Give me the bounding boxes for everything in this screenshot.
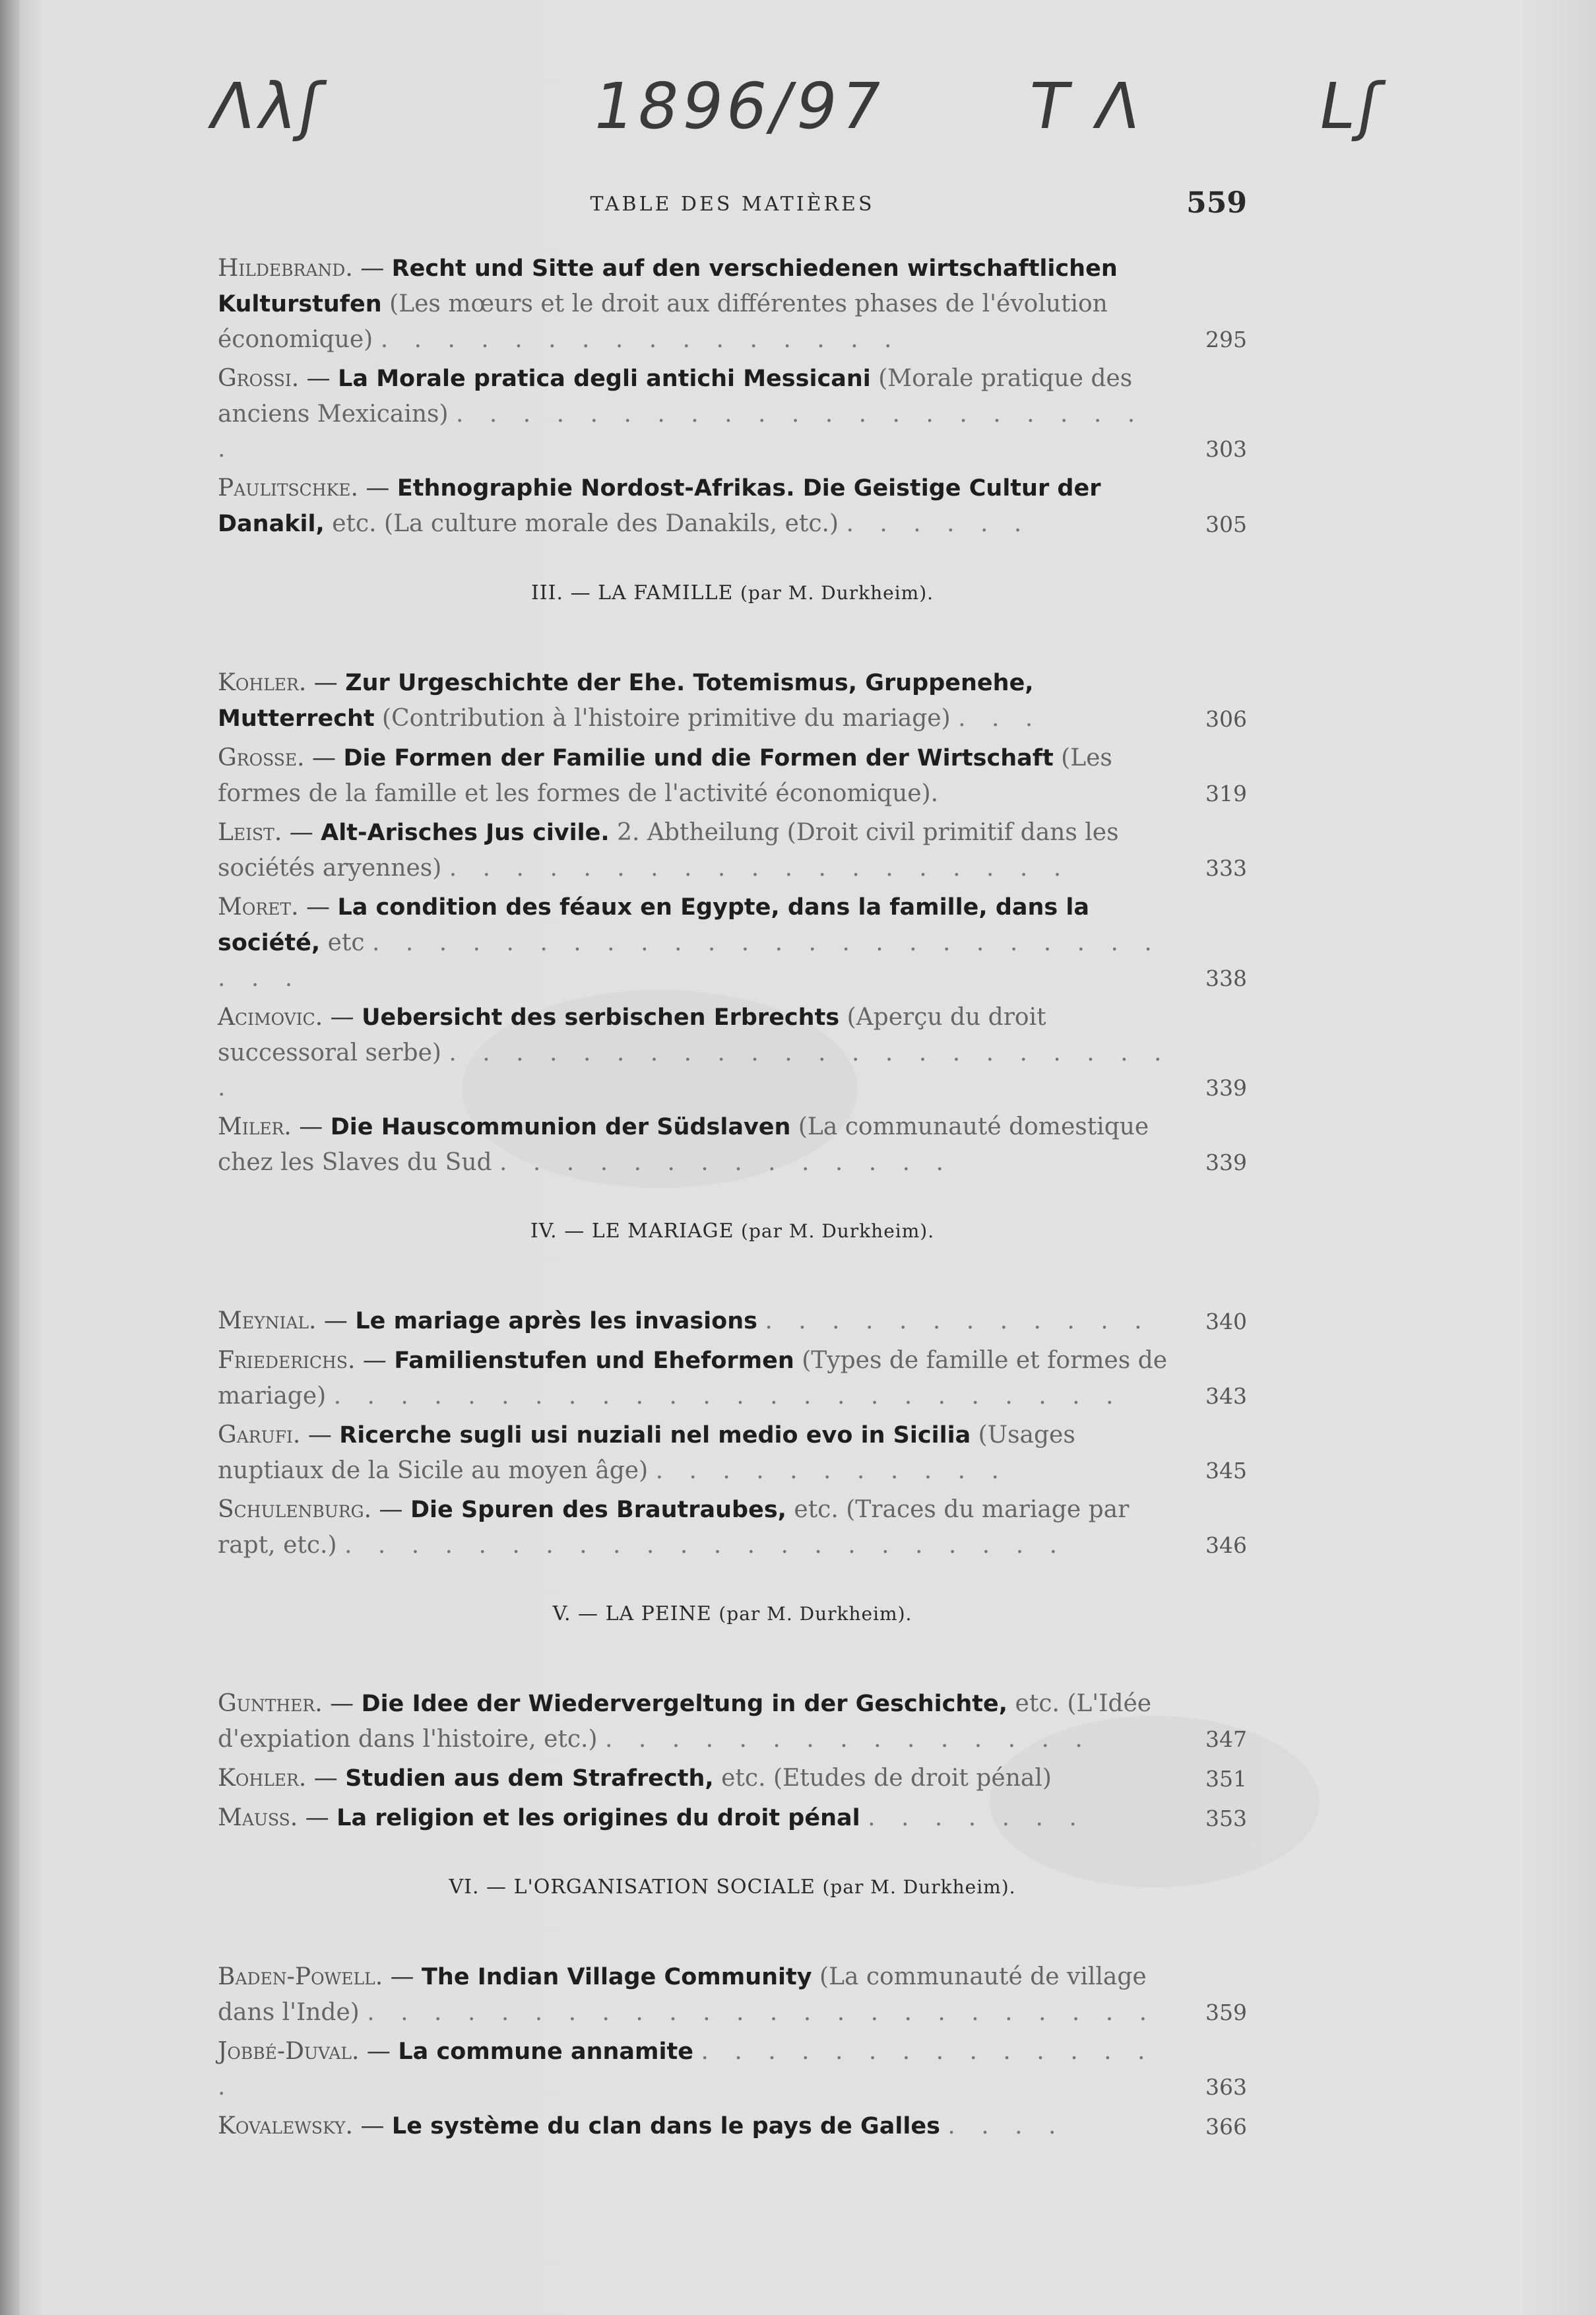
entry-leader-dots: . . . . . . (846, 510, 1031, 537)
entry-dash: — (355, 1347, 395, 1374)
toc-entry (218, 1959, 1247, 2030)
handwritten-mark: 1896/97 (587, 69, 891, 143)
entry-author: Jobbé-Duval. (218, 2038, 360, 2065)
entry-author: Mauss. (218, 1804, 298, 1831)
page-number: 559 (1186, 186, 1247, 220)
entry-dash: — (298, 894, 338, 921)
entry-dash: — (353, 2112, 392, 2139)
entry-work-title: Die Formen der Familie und die Formen der Wirtschaft (343, 745, 1054, 771)
entry-leader-dots: . . . . . . . . . . . . . . . . . . . (449, 855, 1071, 882)
entry-dash: — (359, 2038, 399, 2065)
entry-author: Moret. (218, 894, 299, 921)
handwritten-mark: Lʃ (1313, 69, 1391, 143)
section-title: III. — LA FAMILLE (530, 581, 734, 604)
running-head (218, 186, 1247, 226)
entry-description: etc (320, 929, 365, 956)
entry-page-number: 353 (1205, 1806, 1247, 1831)
toc-entry (218, 1343, 1247, 1414)
entry-description: etc. (Etudes de droit pénal) (713, 1765, 1052, 1792)
handwritten-mark: Λλʃ (205, 69, 332, 143)
entry-description: (Les mœurs et le droit aux différentes phases de l'évolution économique) (218, 290, 1108, 353)
entry-description: (Les formes de la famille et les formes de l'activité économique). (218, 744, 1112, 807)
entry-page-number: 305 (1205, 511, 1247, 537)
entry-author: Schulenburg. (218, 1496, 372, 1523)
entry-dash: — (322, 1690, 362, 1717)
section-author-credit: (par M. Durkheim). (741, 1220, 935, 1242)
section-heading (218, 1875, 1247, 1899)
entry-description: etc. (Traces du mariage par rapt, etc.) (218, 1496, 1130, 1559)
toc-entry (218, 1303, 1247, 1339)
entry-dash: — (291, 1113, 331, 1140)
toc-entry (218, 1800, 1247, 1836)
entry-author: Kohler. (218, 669, 307, 696)
entry-author: Paulitschke. (218, 474, 358, 502)
entry-work-title: Le système du clan dans le pays de Galles (391, 2113, 940, 2139)
entry-page-number: 346 (1205, 1532, 1247, 1558)
entry-dash: — (316, 1307, 356, 1334)
entry-work-title: Uebersicht des serbischen Erbrechts (362, 1004, 840, 1031)
entry-dash: — (306, 669, 346, 696)
entry-dash: — (282, 819, 321, 846)
entry-dash: — (299, 365, 338, 392)
entry-dash: — (323, 1004, 362, 1031)
entry-description: 2. Abtheilung (Droit civil primitif dans les sociétés aryennes) (218, 819, 1119, 882)
entry-dash: — (306, 1765, 346, 1792)
toc-section (218, 1602, 1247, 1836)
entry-description: (Aperçu du droit successoral serbe) (218, 1004, 1046, 1066)
entry-description: (Types de famille et formes de mariage) (218, 1347, 1167, 1410)
entry-leader-dots: . . . . . . . . . . . . . . . . . . . . . . . . . . . (218, 929, 1161, 992)
entry-author: Acimovic. (218, 1004, 323, 1031)
entry-page-number: 359 (1205, 2000, 1247, 2025)
entry-work-title: Zur Urgeschichte der Ehe. Totemismus, Gruppenehe, Mutterrecht (218, 670, 1034, 732)
entry-work-title: Le mariage après les invasions (355, 1308, 757, 1334)
entry-page-number: 319 (1205, 781, 1247, 806)
toc-section (218, 251, 1247, 542)
entry-work-title: Ricerche sugli usi nuziali nel medio evo in Sicilia (339, 1422, 971, 1449)
entry-leader-dots: . . . . . . . . . . . . . . . . . . . . . . . . (367, 1999, 1157, 2026)
toc-entry (218, 2108, 1247, 2144)
entry-leader-dots: . . . . . . . . . . . . . . . (218, 2038, 1155, 2101)
entry-author: Kohler. (218, 1765, 307, 1792)
entry-work-title: Alt-Arisches Jus civile. (321, 820, 610, 846)
entry-author: Grosse. (218, 744, 305, 771)
entry-work-title: Die Hauscommunion der Südslaven (330, 1114, 791, 1140)
entry-work-title: La condition des féaux en Egypte, dans la famille, dans la société, (218, 894, 1090, 956)
section-author-credit: (par M. Durkheim). (740, 582, 934, 604)
entry-leader-dots: . . . . . . . . . . . . (765, 1307, 1151, 1334)
entry-page-number: 339 (1205, 1150, 1247, 1175)
toc-entry (218, 361, 1247, 467)
entry-author: Miler. (218, 1113, 292, 1140)
entry-page-number: 347 (1205, 1726, 1247, 1752)
entry-work-title: Familienstufen und Eheformen (394, 1348, 794, 1374)
entry-leader-dots: . . . . . . . . . . . . . . . . . . . . . . (344, 1532, 1067, 1559)
entry-dash: — (383, 1963, 422, 1990)
entry-leader-dots: . . . . . . . . . . . . . . (499, 1149, 953, 1176)
entry-page-number: 343 (1205, 1383, 1247, 1409)
entry-description: (La communauté de village dans l'Inde) (218, 1963, 1147, 2026)
entry-dash: — (300, 1421, 340, 1449)
entry-work-title: La religion et les origines du droit pénal (336, 1805, 860, 1831)
entry-author: Gunther. (218, 1690, 323, 1717)
section-heading (218, 1602, 1247, 1625)
section-title: V. — LA PEINE (552, 1602, 712, 1625)
entry-work-title: Ethnographie Nordost-Afrikas. Die Geistige Cultur der Danakil, (218, 475, 1101, 537)
entry-page-number: 363 (1205, 2074, 1247, 2100)
entry-leader-dots: . . . . . . . . . . . . . . . (604, 1726, 1092, 1753)
entry-description: (La communauté domestique chez les Slaves du Sud (218, 1113, 1149, 1176)
entry-page-number: 333 (1205, 855, 1247, 881)
toc-section (218, 1220, 1247, 1563)
toc-section (218, 1875, 1247, 2144)
toc-entry (218, 815, 1247, 886)
entry-dash: — (371, 1496, 410, 1523)
section-author-credit: (par M. Durkheim). (718, 1603, 912, 1625)
entry-page-number: 339 (1205, 1075, 1247, 1101)
section-title: IV. — LE MARIAGE (530, 1220, 734, 1243)
section-heading (218, 581, 1247, 604)
entry-page-number: 366 (1205, 2114, 1247, 2139)
entry-author: Hildebrand. (218, 255, 353, 282)
entry-work-title: Studien aus dem Strafrecth, (345, 1765, 714, 1792)
table-of-contents (218, 251, 1247, 2148)
entry-leader-dots: . . . . (947, 2112, 1066, 2139)
entry-description: (Morale pratique des anciens Mexicains) (218, 365, 1133, 428)
toc-entry (218, 665, 1247, 736)
entry-description: etc. (La culture morale des Danakils, etc.) (324, 510, 839, 537)
handwritten-mark: T Λ (1023, 69, 1150, 143)
toc-entry (218, 1686, 1247, 1757)
toc-entry (218, 740, 1247, 811)
entry-dash: — (304, 744, 344, 771)
entry-page-number: 303 (1205, 436, 1247, 462)
entry-leader-dots: . . . (958, 705, 1042, 732)
toc-entry (218, 890, 1247, 996)
entry-leader-dots: . . . . . . . (868, 1804, 1086, 1831)
toc-entry (218, 1761, 1247, 1796)
entry-leader-dots: . . . . . . . . . . . . . . . . . . . . . . (218, 401, 1145, 463)
entry-work-title: Die Idee der Wiedervergeltung in der Geschichte, (361, 1691, 1008, 1717)
section-author-credit: (par M. Durkheim). (822, 1876, 1016, 1898)
entry-work-title: La Morale pratica degli antichi Messicani (338, 366, 871, 392)
toc-entry (218, 1109, 1247, 1180)
section-title: VI. — L'ORGANISATION SOCIALE (449, 1875, 815, 1899)
entry-page-number: 351 (1205, 1766, 1247, 1792)
entry-author: Meynial. (218, 1307, 317, 1334)
entry-author: Kovalewsky. (218, 2112, 353, 2139)
entry-author: Friederichs. (218, 1347, 356, 1374)
entry-page-number: 295 (1205, 327, 1247, 352)
entry-leader-dots: . . . . . . . . . . . (655, 1457, 1008, 1484)
entry-page-number: 338 (1205, 965, 1247, 991)
toc-entry (218, 2034, 1247, 2104)
entry-author: Grossi. (218, 365, 300, 392)
toc-entry (218, 1418, 1247, 1488)
toc-entry (218, 471, 1247, 542)
entry-dash: — (298, 1804, 337, 1831)
toc-section (218, 581, 1247, 1180)
section-heading (218, 1220, 1247, 1243)
handwritten-shelfmark (205, 69, 1465, 148)
entry-work-title: The Indian Village Community (422, 1964, 812, 1990)
entry-work-title: La commune annamite (398, 2038, 693, 2065)
entry-description: (Usages nuptiaux de la Sicile au moyen âge) (218, 1421, 1075, 1484)
entry-dash: — (358, 474, 397, 502)
entry-description: (Contribution à l'histoire primitive du mariage) (374, 705, 951, 732)
book-spine-shadow (0, 0, 20, 2315)
entry-description: etc. (L'Idée d'expiation dans l'histoire, etc.) (218, 1690, 1152, 1753)
entry-leader-dots: . . . . . . . . . . . . . . . . . . . . . . . . (333, 1383, 1123, 1410)
entry-page-number: 345 (1205, 1458, 1247, 1484)
entry-work-title: Recht und Sitte auf den verschiedenen wirtschaftlichen Kulturstufen (218, 255, 1118, 317)
running-title: TABLE DES MATIÈRES (590, 193, 875, 216)
toc-entry (218, 1000, 1247, 1105)
entry-author: Baden-Powell. (218, 1963, 383, 1990)
entry-page-number: 306 (1205, 706, 1247, 732)
entry-author: Garufi. (218, 1421, 301, 1449)
entry-leader-dots: . . . . . . . . . . . . . . . . (380, 326, 901, 353)
entry-dash: — (352, 255, 392, 282)
entry-leader-dots: . . . . . . . . . . . . . . . . . . . . . . . (218, 1039, 1171, 1101)
toc-entry (218, 251, 1247, 357)
entry-page-number: 340 (1205, 1309, 1247, 1334)
toc-entry (218, 1492, 1247, 1563)
entry-work-title: Die Spuren des Brautraubes, (410, 1497, 786, 1523)
entry-author: Leist. (218, 819, 282, 846)
